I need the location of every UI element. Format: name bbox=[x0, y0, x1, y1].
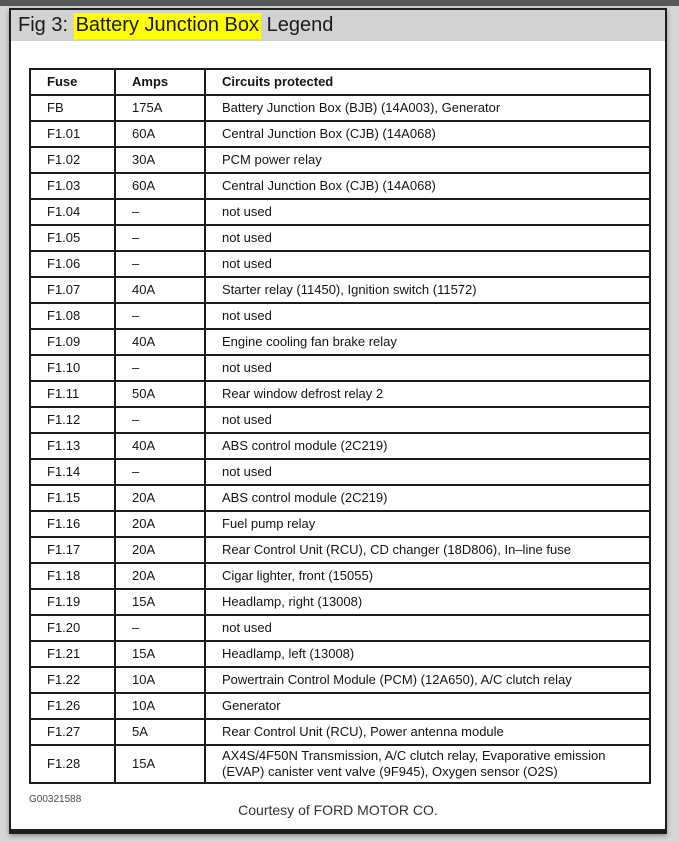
table-row bbox=[30, 251, 650, 277]
table-row bbox=[30, 329, 650, 355]
cell-fuse: F1.08 bbox=[30, 303, 115, 329]
cell-fuse: F1.20 bbox=[30, 615, 115, 641]
cell-circuits: Generator bbox=[205, 693, 650, 719]
cell-amps: 10A bbox=[115, 667, 205, 693]
cell-amps: 60A bbox=[115, 121, 205, 147]
table-row bbox=[30, 667, 650, 693]
table-row bbox=[30, 615, 650, 641]
cell-fuse: F1.21 bbox=[30, 641, 115, 667]
figure-title-suffix: Legend bbox=[261, 14, 334, 36]
cell-fuse: F1.01 bbox=[30, 121, 115, 147]
table-row bbox=[30, 693, 650, 719]
col-header-fuse: Fuse bbox=[30, 69, 115, 95]
cell-fuse: F1.15 bbox=[30, 485, 115, 511]
cell-amps: 175A bbox=[115, 95, 205, 121]
cell-circuits: not used bbox=[205, 303, 650, 329]
cell-amps: – bbox=[115, 225, 205, 251]
table-row bbox=[30, 381, 650, 407]
top-bar bbox=[0, 0, 679, 6]
cell-fuse: F1.05 bbox=[30, 225, 115, 251]
cell-circuits: AX4S/4F50N Transmission, A/C clutch relay, Evaporative emission (EVAP) canister vent valve (9F945), Oxygen sensor (O2S) bbox=[205, 745, 650, 783]
table-row bbox=[30, 355, 650, 381]
cell-fuse: F1.19 bbox=[30, 589, 115, 615]
cell-fuse: F1.03 bbox=[30, 173, 115, 199]
fuse-table-body bbox=[30, 95, 650, 783]
cell-circuits: PCM power relay bbox=[205, 147, 650, 173]
cell-amps: 60A bbox=[115, 173, 205, 199]
cell-amps: 5A bbox=[115, 719, 205, 745]
col-header-amps: Amps bbox=[115, 69, 205, 95]
figure-code: G00321588 bbox=[29, 794, 82, 805]
cell-circuits: Engine cooling fan brake relay bbox=[205, 329, 650, 355]
table-row bbox=[30, 641, 650, 667]
table-row bbox=[30, 511, 650, 537]
table-row bbox=[30, 745, 650, 783]
cell-fuse: F1.26 bbox=[30, 693, 115, 719]
cell-circuits: Headlamp, right (13008) bbox=[205, 589, 650, 615]
cell-circuits: not used bbox=[205, 225, 650, 251]
document-page bbox=[9, 8, 667, 834]
table-row bbox=[30, 407, 650, 433]
table-row bbox=[30, 589, 650, 615]
cell-fuse: F1.07 bbox=[30, 277, 115, 303]
cell-amps: 40A bbox=[115, 433, 205, 459]
cell-circuits: not used bbox=[205, 251, 650, 277]
cell-fuse: F1.28 bbox=[30, 745, 115, 783]
cell-circuits: Central Junction Box (CJB) (14A068) bbox=[205, 173, 650, 199]
cell-amps: 50A bbox=[115, 381, 205, 407]
cell-fuse: F1.04 bbox=[30, 199, 115, 225]
table-row bbox=[30, 173, 650, 199]
table-row bbox=[30, 225, 650, 251]
figure-title-bar bbox=[11, 10, 665, 41]
table-row bbox=[30, 563, 650, 589]
cell-circuits: not used bbox=[205, 459, 650, 485]
cell-circuits: Rear Control Unit (RCU), CD changer (18D806), In–line fuse bbox=[205, 537, 650, 563]
fuse-legend-table bbox=[29, 68, 651, 784]
cell-amps: – bbox=[115, 355, 205, 381]
cell-fuse: FB bbox=[30, 95, 115, 121]
cell-circuits: not used bbox=[205, 355, 650, 381]
cell-circuits: Central Junction Box (CJB) (14A068) bbox=[205, 121, 650, 147]
cell-amps: – bbox=[115, 459, 205, 485]
courtesy-footer: Courtesy of FORD MOTOR CO. bbox=[238, 802, 438, 818]
cell-fuse: F1.27 bbox=[30, 719, 115, 745]
cell-circuits: Fuel pump relay bbox=[205, 511, 650, 537]
cell-circuits: Rear window defrost relay 2 bbox=[205, 381, 650, 407]
cell-amps: 15A bbox=[115, 641, 205, 667]
cell-fuse: F1.17 bbox=[30, 537, 115, 563]
figure-title-prefix: Fig 3: bbox=[18, 14, 74, 36]
cell-amps: 40A bbox=[115, 277, 205, 303]
cell-circuits: ABS control module (2C219) bbox=[205, 485, 650, 511]
cell-circuits: Rear Control Unit (RCU), Power antenna module bbox=[205, 719, 650, 745]
cell-circuits: Starter relay (11450), Ignition switch (11572) bbox=[205, 277, 650, 303]
cell-amps: – bbox=[115, 251, 205, 277]
table-row bbox=[30, 277, 650, 303]
cell-circuits: Headlamp, left (13008) bbox=[205, 641, 650, 667]
cell-fuse: F1.11 bbox=[30, 381, 115, 407]
highlighted-search-term: Battery Junction Box bbox=[74, 13, 261, 39]
cell-amps: 15A bbox=[115, 589, 205, 615]
cell-fuse: F1.13 bbox=[30, 433, 115, 459]
cell-amps: – bbox=[115, 407, 205, 433]
cell-fuse: F1.22 bbox=[30, 667, 115, 693]
table-row bbox=[30, 537, 650, 563]
cell-fuse: F1.02 bbox=[30, 147, 115, 173]
cell-amps: – bbox=[115, 615, 205, 641]
table-row bbox=[30, 121, 650, 147]
cell-fuse: F1.14 bbox=[30, 459, 115, 485]
cell-circuits: Powertrain Control Module (PCM) (12A650), A/C clutch relay bbox=[205, 667, 650, 693]
cell-amps: 20A bbox=[115, 511, 205, 537]
cell-amps: 10A bbox=[115, 693, 205, 719]
cell-amps: 20A bbox=[115, 537, 205, 563]
cell-fuse: F1.16 bbox=[30, 511, 115, 537]
cell-circuits: not used bbox=[205, 199, 650, 225]
cell-fuse: F1.06 bbox=[30, 251, 115, 277]
table-row bbox=[30, 303, 650, 329]
cell-circuits: Battery Junction Box (BJB) (14A003), Generator bbox=[205, 95, 650, 121]
cell-circuits: not used bbox=[205, 407, 650, 433]
cell-amps: 30A bbox=[115, 147, 205, 173]
cell-circuits: Cigar lighter, front (15055) bbox=[205, 563, 650, 589]
cell-amps: – bbox=[115, 303, 205, 329]
table-row bbox=[30, 719, 650, 745]
cell-fuse: F1.10 bbox=[30, 355, 115, 381]
table-row bbox=[30, 459, 650, 485]
cell-amps: 20A bbox=[115, 485, 205, 511]
cell-amps: 40A bbox=[115, 329, 205, 355]
cell-circuits: not used bbox=[205, 615, 650, 641]
table-header-row bbox=[30, 69, 650, 95]
cell-circuits: ABS control module (2C219) bbox=[205, 433, 650, 459]
cell-amps: 15A bbox=[115, 745, 205, 783]
table-row bbox=[30, 95, 650, 121]
table-row bbox=[30, 147, 650, 173]
col-header-circuits: Circuits protected bbox=[205, 69, 650, 95]
cell-fuse: F1.09 bbox=[30, 329, 115, 355]
table-row bbox=[30, 485, 650, 511]
table-row bbox=[30, 199, 650, 225]
cell-fuse: F1.12 bbox=[30, 407, 115, 433]
cell-amps: – bbox=[115, 199, 205, 225]
cell-amps: 20A bbox=[115, 563, 205, 589]
table-row bbox=[30, 433, 650, 459]
cell-fuse: F1.18 bbox=[30, 563, 115, 589]
